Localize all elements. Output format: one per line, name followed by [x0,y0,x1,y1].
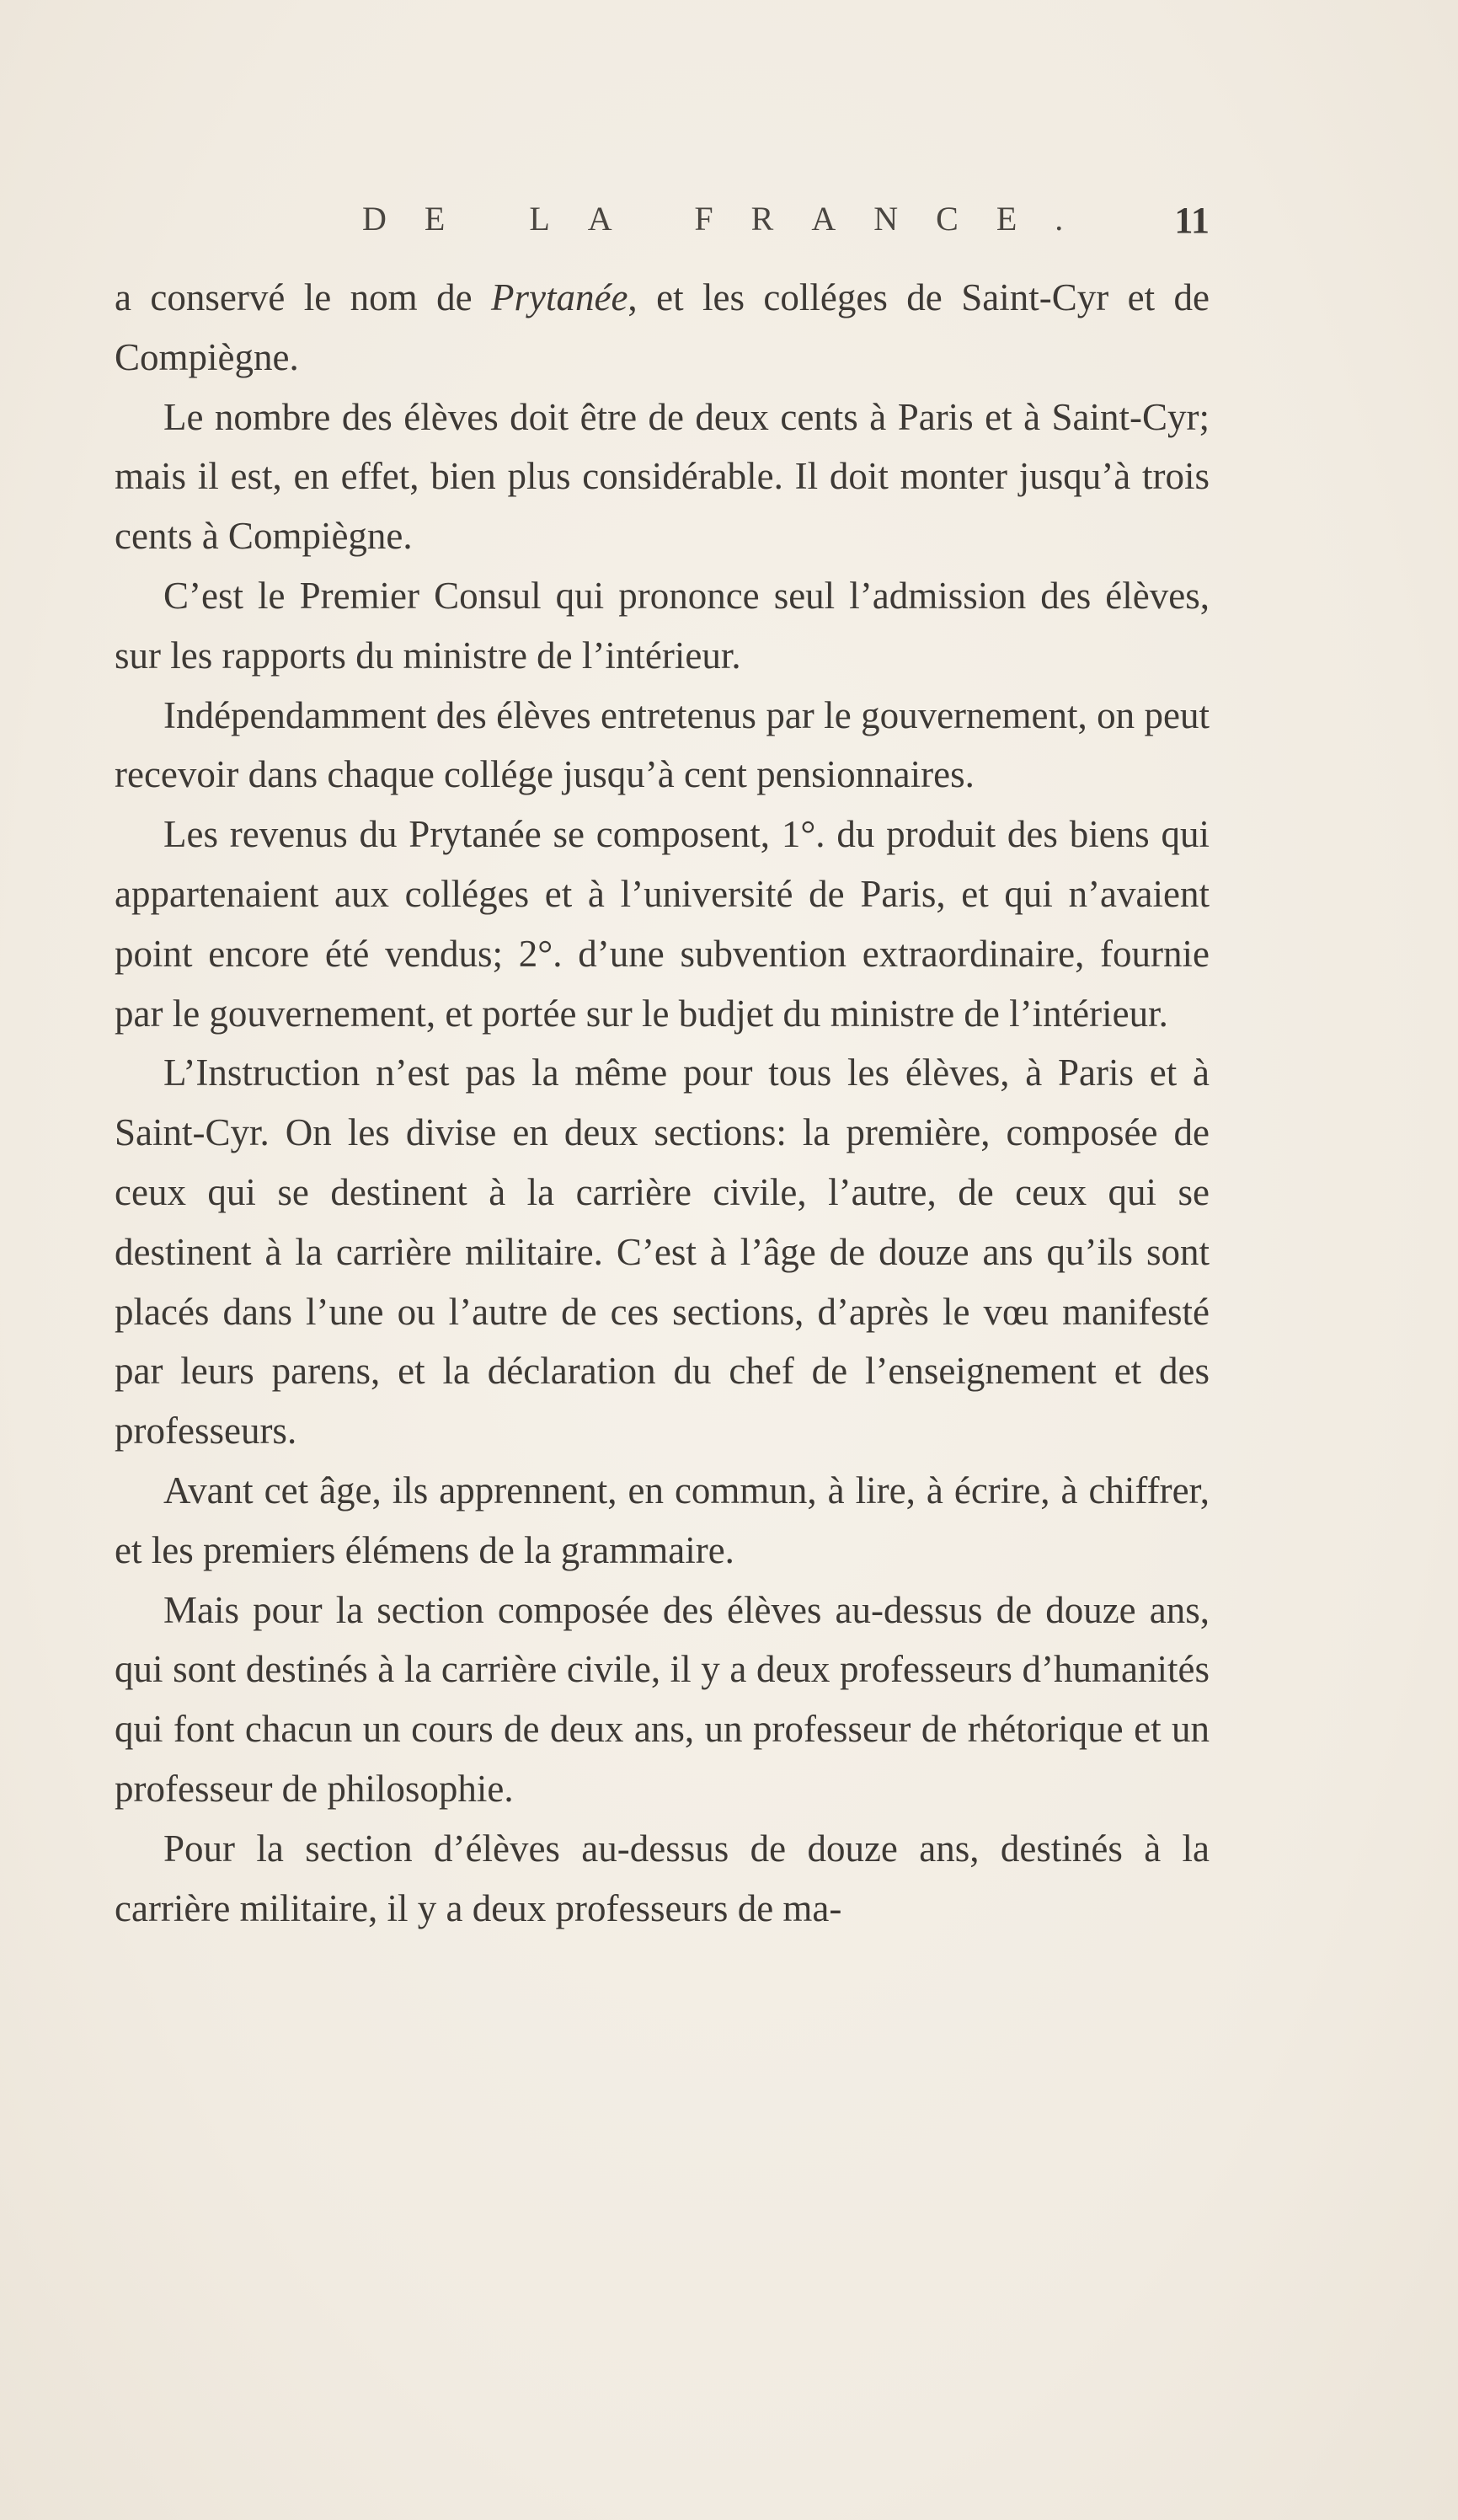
text-run: a conservé le nom de [115,276,491,318]
paragraph [115,388,1210,566]
text-run: Pour la section d’élèves au-dessus de douze ans, destinés à la carrière militaire, il y a deux professeurs de ma- [115,1827,1210,1929]
text-run: Le nombre des élèves doit être de deux cents à Paris et à Saint-Cyr; mais il est, en effet, bien plus considérable. Il doit monter jusqu’à trois cents à Compiègne. [115,395,1210,558]
running-title: DE LA FRANCE. [362,200,1102,238]
text-run: Les revenus du Prytanée se composent, 1°. du produit des biens qui appartenaient aux colléges et à l’université de Paris, et qui n’avaient point encore été vendus; 2°. d’une subvention extraordinaire, fournie par le gouvernement, et portée sur le budjet du ministre de l’intérieur. [115,813,1210,1035]
paragraph [115,1581,1210,1819]
paragraph [115,268,1210,388]
page-header [115,199,1210,249]
paragraph [115,805,1210,1043]
text-run: Avant cet âge, ils apprennent, en commun, à lire, à écrire, à chiffrer, et les premiers élémens de la grammaire. [115,1469,1210,1571]
text-run: Indépendamment des élèves entretenus par le gouvernement, on peut recevoir dans chaque collége jusqu’à cent pensionnaires. [115,693,1210,796]
text-run: L’Instruction n’est pas la même pour tous les élèves, à Paris et à Saint-Cyr. On les divise en deux sections: la première, composée de ceux qui se destinent à la carrière civile, l’autre, de ceux qui se destinent à la carrière militaire. C’est à l’âge de douze ans qu’ils sont placés dans l’une ou l’autre de ces sections, d’après le vœu manifesté par leurs parens, et la déclaration du chef de l’enseignement et des professeurs. [115,1051,1210,1453]
text-run: C’est le Premier Consul qui prononce seul l’admission des élèves, sur les rapports du ministre de l’intérieur. [115,574,1210,677]
paragraph [115,686,1210,805]
paragraph [115,1043,1210,1461]
text-run: , et les colléges de Saint-Cyr et de Compiègne. [115,276,1210,378]
paragraph [115,1461,1210,1581]
text-run: Mais pour la section composée des élèves au-dessus de douze ans, qui sont destinés à la carrière civile, il y a deux professeurs d’humanités qui font chacun un cours de deux ans, un professeur de rhétorique et un professeur de philosophie. [115,1588,1210,1810]
page-number: 11 [1174,200,1210,241]
body-text [115,268,1210,1938]
paragraph [115,566,1210,686]
text-run-italic: Prytanée [491,276,628,318]
paragraph [115,1819,1210,1939]
